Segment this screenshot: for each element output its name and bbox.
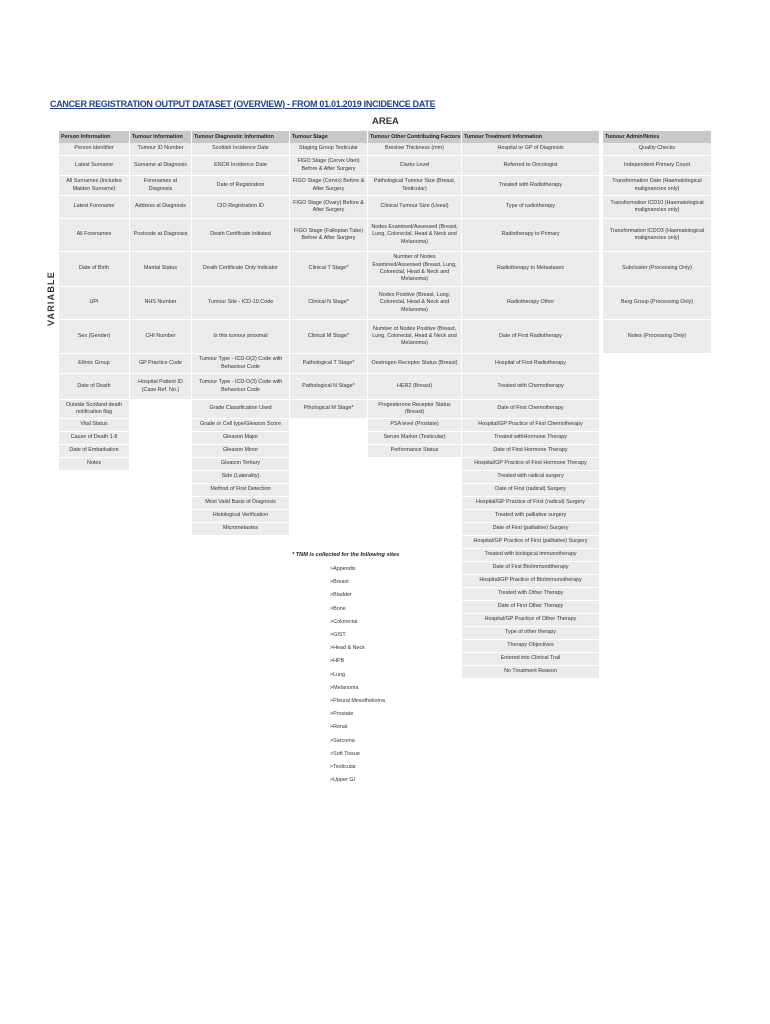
variable-cell: Marital Status: [130, 252, 191, 287]
variable-cell: Type of radiotherapy: [462, 196, 599, 219]
variable-cell: Postcode at Diagnosis: [130, 219, 191, 252]
column-header: Tumour Stage: [290, 131, 367, 143]
tnm-site-item: >Bladder: [330, 592, 352, 599]
variable-cell: Clinical T Stage*: [290, 252, 367, 287]
tnm-site-item: >Pleural Mesothelioma: [330, 698, 385, 704]
variable-cell: Tumour Site - ICD-10 Code: [192, 287, 289, 320]
variable-cell: Number of Nodes Examined/Assessed (Breast, Lung, Colorectal, Head & Neck and Melanoma): [368, 252, 461, 287]
tnm-site-item: >Renal: [330, 724, 348, 731]
variable-cell: Surname at Diagnosis: [130, 156, 191, 176]
variable-cell: Performance Status: [368, 445, 461, 458]
variable-cell: Treated with radical surgery: [462, 471, 599, 484]
variable-cell: Hospital or GP of Diagnosis: [462, 143, 599, 156]
column-tumour-admin-notes: [603, 131, 711, 354]
variable-cell: Progesterone Receptor Status (Breast): [368, 400, 461, 419]
variable-cell: FIGO Stage (Fallopian Tube) Before & After Surgery: [290, 219, 367, 252]
tnm-site-item: >Breast: [330, 579, 349, 586]
variable-cell: Oestrogen Receptor Status (Breast): [368, 354, 461, 374]
variable-cell: Date of First BioImmundtherapy: [462, 562, 599, 575]
tnm-site-item: >HPB: [330, 658, 345, 665]
variable-cell: Grade Classification Used: [192, 400, 289, 419]
variable-cell: Tumour Type - ICD-O(3) Code with Behaviour Code: [192, 374, 289, 400]
variable-cell: Independent Primary Count: [603, 156, 711, 176]
variable-cell: Hospital/GP Practice of Other Therapy: [462, 614, 599, 627]
variable-cell: Clarks Level: [368, 156, 461, 176]
variable-cell: Transformation ICDO3 (Haematological malignancies only): [603, 219, 711, 252]
variable-cell: Staging Group Testicular: [290, 143, 367, 156]
variable-cell: Pathological Tumour Size (Breast, Testicular): [368, 176, 461, 196]
variable-cell: Tumour ID Number: [130, 143, 191, 156]
variable-cell: Treated with palliative surgery: [462, 510, 599, 523]
variable-cell: ENCR Incidence Date: [192, 156, 289, 176]
variable-cell: Person Identifier: [59, 143, 129, 156]
variable-cell: Date of First Other Therapy: [462, 601, 599, 614]
variable-cell: Hospital of First Radiotherapy: [462, 354, 599, 374]
variable-cell: Death Certificate Only Indicator: [192, 252, 289, 287]
variable-cell: Method of First Detection: [192, 484, 289, 497]
variable-cell: FIGO Stage (Ovary) Before & After Surgery: [290, 196, 367, 219]
variable-cell: Transformation ICD10 (Haematological malignancies only): [603, 196, 711, 219]
variable-cell: No Treatment Reason: [462, 666, 599, 679]
column-header: Tumour Other Contributing Factors: [368, 131, 461, 143]
tnm-site-item: >Testicular: [330, 764, 356, 770]
tnm-site-item: >Soft Tissue: [330, 750, 360, 757]
variable-cell: Tumour Type - ICD-O(2) Code with Behaviour Code: [192, 354, 289, 374]
variable-cell: Pthological M Stage*: [290, 400, 367, 419]
variable-cell: Radiotherapy to Primary: [462, 219, 599, 252]
variable-cell: Gleason Minor: [192, 445, 289, 458]
variable-cell: Subcluster (Processing Only): [603, 252, 711, 287]
variable-cell: Notes: [59, 458, 129, 471]
variable-cell: Treated withHormone Therapy: [462, 432, 599, 445]
variable-cell: Hospital/GP Practice of First (palliative) Surgery: [462, 536, 599, 549]
variable-cell: Cause of Death 1-8: [59, 432, 129, 445]
variable-cell: Gleason Tertiary: [192, 458, 289, 471]
variable-cell: FIGO Stage (Cervix) Before & After Surgery: [290, 176, 367, 196]
column-header: Tumour Diagnostic Information: [192, 131, 289, 143]
variable-cell: Histological Verification: [192, 510, 289, 523]
column-person-information: [59, 131, 129, 471]
variable-cell: Pathological N Stage*: [290, 374, 367, 400]
variable-cell: Hospital/GP Practice of BioImmunotherapy: [462, 575, 599, 588]
variable-cell: Sex (Gender): [59, 320, 129, 354]
variable-cell: Grade or Cell type/Gleason Score: [192, 419, 289, 432]
variable-cell: Date of First (palliative) Surgery: [462, 523, 599, 536]
variable-cell: Death Certificate Initiated: [192, 219, 289, 252]
variable-cell: Latest Forename: [59, 196, 129, 219]
area-label: AREA: [372, 116, 399, 127]
variable-cell: Gleason Major: [192, 432, 289, 445]
variable-cell: Forenames at Diagnosis: [130, 176, 191, 196]
column-header: Tumour Information: [130, 131, 191, 143]
variable-cell: Serum Marker (Testicular): [368, 432, 461, 445]
column-header: Tumour Admin/Notes: [603, 131, 711, 143]
variable-cell: Treated with Radiotherapy: [462, 176, 599, 196]
variable-cell: Radiotherapy Other: [462, 287, 599, 320]
variable-cell: Outside Scotland death notification flag: [59, 400, 129, 419]
tnm-site-item: >Upper GI: [330, 777, 356, 784]
variable-cell: NHS Number: [130, 287, 191, 320]
variable-cell: PSA level (Prostate): [368, 419, 461, 432]
variable-cell: Entered into Clinical Trail: [462, 653, 599, 666]
variable-cell: Nodes Positive (Breast, Lung, Colorectal, Head & Neck and Melanoma): [368, 287, 461, 320]
variable-cell: CIO Registration ID: [192, 196, 289, 219]
variable-cell: Number of Nodes Positive (Breast, Lung, Colorectal, Head & Neck and Melanoma): [368, 320, 461, 354]
variable-label: VARIABLE: [46, 271, 56, 326]
tnm-site-item: >Appendix: [330, 566, 356, 572]
variable-cell: Date of Registration: [192, 176, 289, 196]
variable-cell: Address at Diagnosis: [130, 196, 191, 219]
variable-cell: Date of First Radiotherapy: [462, 320, 599, 354]
tnm-site-item: >Sarcoma: [330, 737, 355, 744]
variable-cell: Hospital Patient ID (Case Ref. No.): [130, 374, 191, 400]
variable-cell: Hospital/GP Practice of First Hormone Therapy: [462, 458, 599, 471]
variable-cell: Notes (Processing Only): [603, 320, 711, 354]
variable-cell: Breslow Thickness (mm): [368, 143, 461, 156]
tnm-site-item: >Melanoma: [330, 684, 359, 691]
variable-cell: All Forenames: [59, 219, 129, 252]
column-tumour-information: [130, 131, 191, 400]
variable-cell: Scottish Incidence Date: [192, 143, 289, 156]
variable-cell: Vital Status: [59, 419, 129, 432]
variable-cell: Ethnic Group: [59, 354, 129, 374]
variable-cell: Clinical Tumour Size (Uveal): [368, 196, 461, 219]
tnm-site-item: >Bone: [330, 605, 346, 612]
variable-cell: Therapy Objectives: [462, 640, 599, 653]
variable-cell: Hospital/GP Practice of First (radical) Surgery: [462, 497, 599, 510]
variable-cell: Latest Surname: [59, 156, 129, 176]
variable-cell: Most Valid Basis of Diagnosis: [192, 497, 289, 510]
variable-cell: Quality Checks: [603, 143, 711, 156]
column-header: Person Information: [59, 131, 129, 143]
variable-cell: Date of First Chemotherapy: [462, 400, 599, 419]
variable-cell: Transformation Date (Haematological malignancies only): [603, 176, 711, 196]
variable-cell: Treated with Chemotherapy: [462, 374, 599, 400]
variable-cell: Pathological T Stage*: [290, 354, 367, 374]
variable-cell: GP Practice Code: [130, 354, 191, 374]
column-tumour-treatment-information: [462, 131, 599, 679]
tnm-site-item: >GIST: [330, 632, 346, 638]
variable-cell: UPI: [59, 287, 129, 320]
page-title: CANCER REGISTRATION OUTPUT DATASET (OVERVIEW) - FROM 01.01.2019 INCIDENCE DATE: [50, 99, 436, 109]
variable-cell: Nodes Examined/Assessed (Breast, Lung, Colorectal, Head & Neck and Melanoma): [368, 219, 461, 252]
column-header: Tumour Treatment Information: [462, 131, 599, 143]
variable-cell: Treated with Other Therapy: [462, 588, 599, 601]
variable-cell: Date of Birth: [59, 252, 129, 287]
variable-cell: CHI Number: [130, 320, 191, 354]
variable-cell: Date of First Hormone Therapy: [462, 445, 599, 458]
variable-cell: Side (Laterality): [192, 471, 289, 484]
variable-cell: Is this tumour proximal: [192, 320, 289, 354]
tnm-site-item: >Colorectal: [330, 618, 358, 625]
variable-cell: Clinical N Stage*: [290, 287, 367, 320]
variable-cell: Referred to Oncologist: [462, 156, 599, 176]
column-tumour-stage: [290, 131, 367, 419]
variable-cell: HER2 (Breast): [368, 374, 461, 400]
variable-cell: Hospital/GP Practice of First Chemotherapy: [462, 419, 599, 432]
tnm-site-item: >Lung: [330, 671, 346, 678]
variable-cell: Radiotherapy to Metastases: [462, 252, 599, 287]
variable-cell: Date of Embarkation: [59, 445, 129, 458]
variable-cell: Date of First (radical) Surgery: [462, 484, 599, 497]
variable-cell: All Surnames (Includes Maiden Surname): [59, 176, 129, 196]
variable-cell: FIGO Stage (Cervix Uteri) Before & After Surgery: [290, 156, 367, 176]
variable-cell: Treated with biological immunotherapy: [462, 549, 599, 562]
variable-cell: Type of other therapy: [462, 627, 599, 640]
tnm-site-item: >Prostate: [330, 711, 354, 718]
variable-cell: Clinical M Stage*: [290, 320, 367, 354]
column-tumour-other-contributing-factors: [368, 131, 461, 458]
variable-cell: Berg Group (Processing Only): [603, 287, 711, 320]
column-tumour-diagnostic-information: [192, 131, 289, 536]
variable-cell: Date of Death: [59, 374, 129, 400]
tnm-site-item: >Head & Neck: [330, 645, 365, 652]
variable-cell: Micrometastes: [192, 523, 289, 536]
tnm-note: * TNM is collected for the following sites: [292, 552, 400, 558]
